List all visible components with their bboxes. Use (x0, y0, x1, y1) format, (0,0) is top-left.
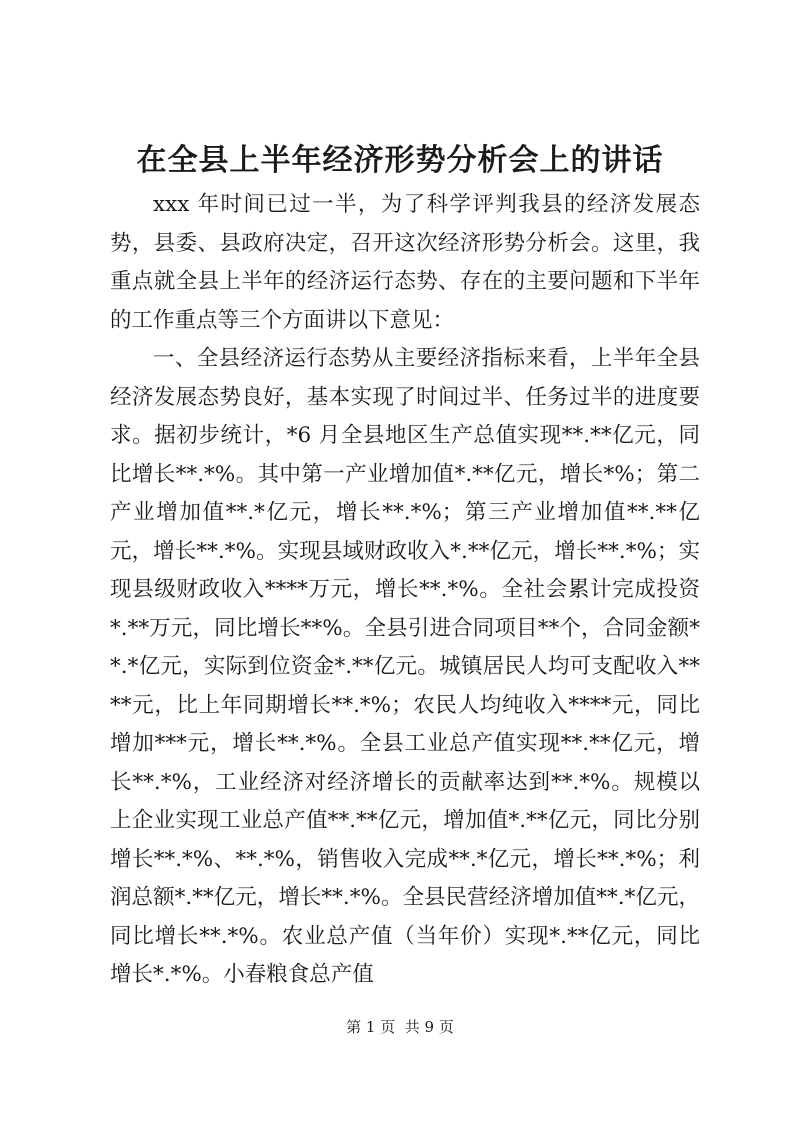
document-title: 在全县上半年经济形势分析会上的讲话 (136, 143, 664, 178)
intro-paragraph: xxx 年时间已过一半，为了科学评判我县的经济发展态势，县委、县政府决定，召开这次经济形势分析会。这里，我重点就全县上半年的经济运行态势、存在的主要问题和下半年的工作重点等三个方面讲以下意见： (110, 192, 700, 333)
page-number: 第 1 页 (346, 1018, 396, 1036)
page-total: 共 9 页 (404, 1018, 454, 1036)
document-body (110, 186, 700, 995)
page-footer (0, 1016, 800, 1038)
economic-situation-paragraph: 一、全县经济运行态势从主要经济指标来看，上半年全县经济发展态势良好，基本实现了时间过半、任务过半的进度要求。据初步统计，*6 月全县地区生产总值实现**.**亿元，同比增长**.*%。其中第一产业增加值*.**亿元，增长*%；第二产业增加值**.*亿元，增长**.*%；第三产业增加值**.**亿元，增长**.*%。实现县域财政收入*.**亿元，增长**.*%；实现县级财政收入****万元，增长**.*%。全社会累计完成投资*.**万元，同比增长**%。全县引进合同项目**个，合同金额**.*亿元，实际到位资金*.**亿元。城镇居民人均可支配收入****元，比上年同期增长**.*%；农民人均纯收入****元，同比增加***元，增长**.*%。全县工业总产值实现**.**亿元，增长**.*%，工业经济对经济增长的贡献率达到**.*%。规模以上企业实现工业总产值**.**亿元，增加值*.**亿元，同比分别增长**.*%、**.*%，销售收入完成**.*亿元，增长**.*%；利润总额*.**亿元，增长**.*%。全县民营经济增加值**.*亿元，同比增长**.*%。农业总产值（当年价）实现*.**亿元，同比增长*.*%。小春粮食总产值 (110, 346, 700, 987)
